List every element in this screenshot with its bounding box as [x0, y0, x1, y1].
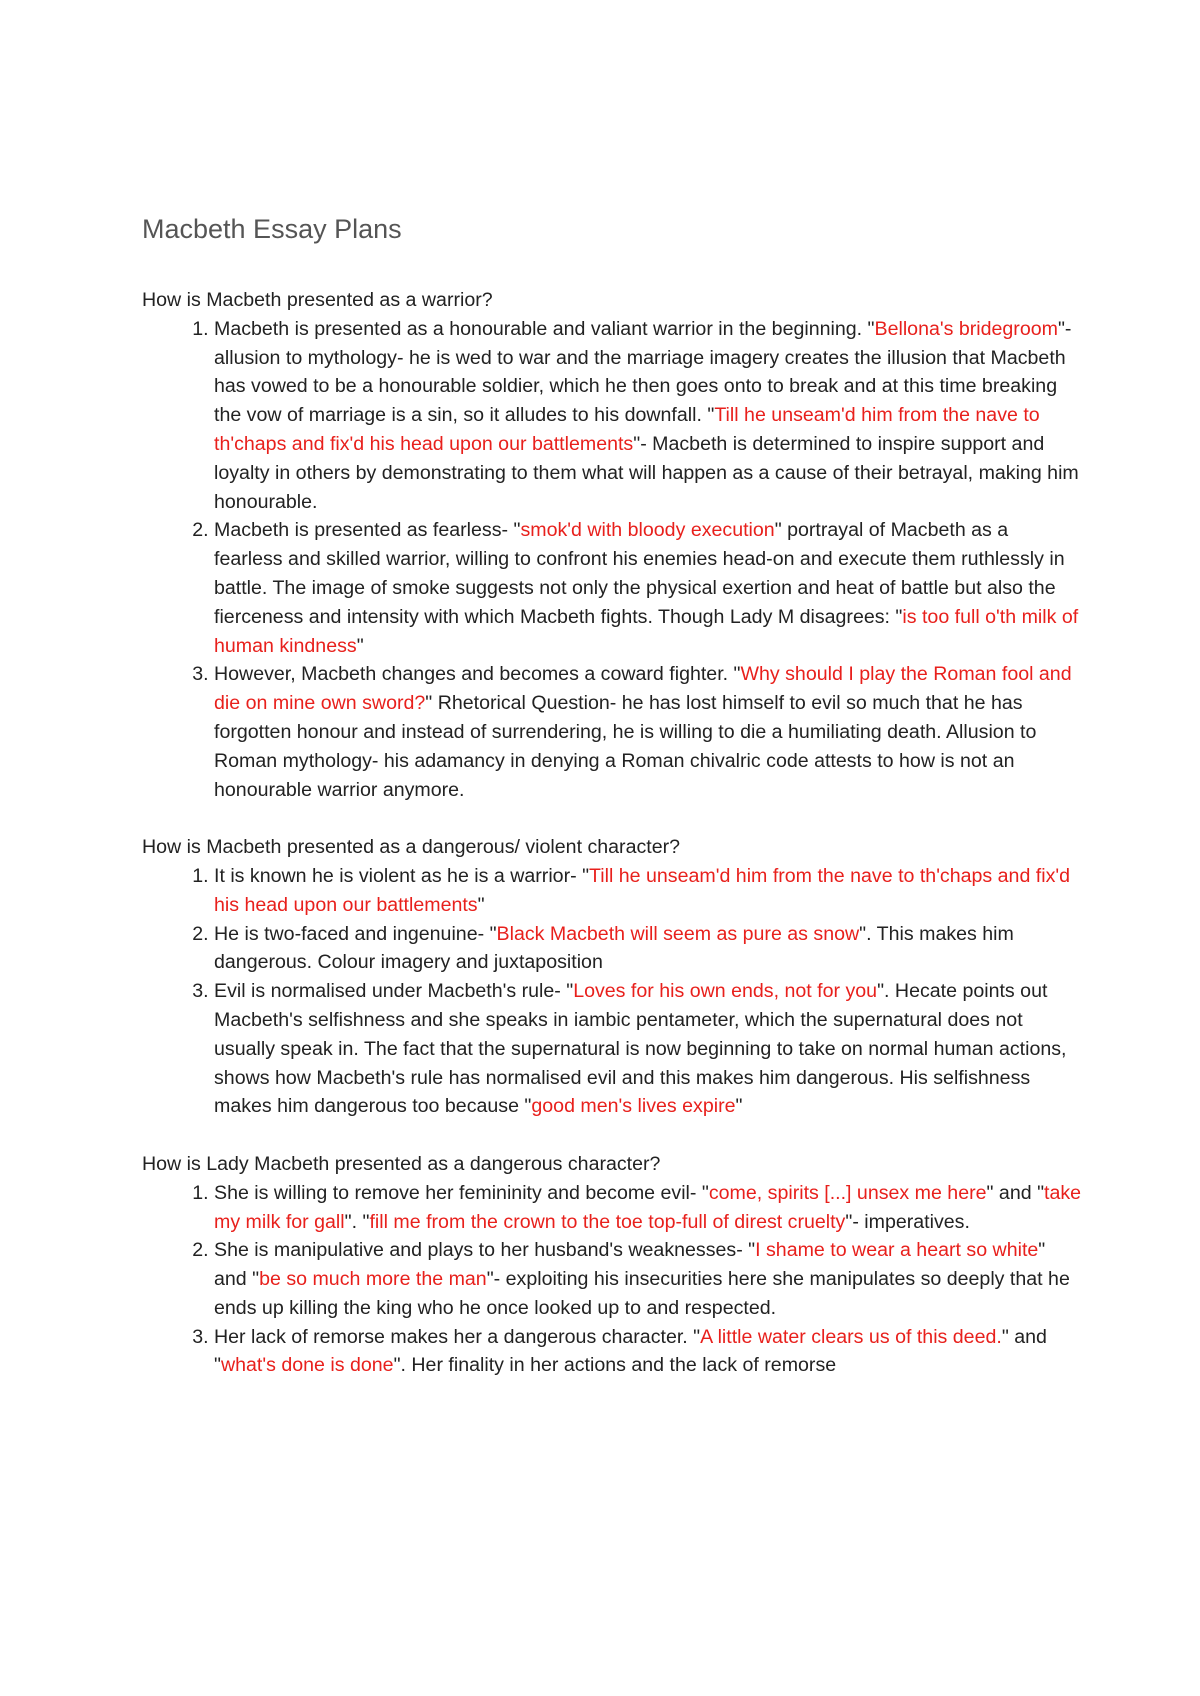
item-text: " [356, 634, 364, 657]
section-question: How is Macbeth presented as a dangerous/ violent character? [142, 836, 681, 859]
item-text: " and " [986, 1181, 1045, 1204]
essay-section [142, 1150, 1082, 1380]
item-text: ". " [344, 1210, 370, 1233]
essay-section [142, 833, 1082, 1121]
essay-section [142, 286, 1082, 804]
quotation: be so much more the man [259, 1268, 487, 1291]
list-item [214, 315, 1082, 517]
page-title: Macbeth Essay Plans [142, 214, 402, 244]
item-text: "- Macbeth is determined to inspire support and loyalty in others by demonstrating to them what will happen as a cause of their betrayal, making him honourable. [214, 432, 1079, 513]
point-list [142, 1179, 1082, 1381]
quotation: A little water clears us of this deed. [700, 1325, 1002, 1348]
quotation: good men's lives expire [531, 1095, 736, 1118]
list-item [214, 977, 1082, 1121]
list-item [214, 1179, 1082, 1237]
item-text: She is manipulative and plays to her husband's weaknesses- " [214, 1239, 756, 1262]
item-text: " [735, 1095, 743, 1118]
quotation: Black Macbeth will seem as pure as snow [496, 922, 860, 945]
item-text: "- exploiting his insecurities here she manipulates so deeply that he ends up killing the king who he once looked up to and respected. [214, 1268, 1070, 1319]
document-body [142, 286, 1082, 1409]
point-list [142, 862, 1082, 1121]
item-text: "- imperatives. [845, 1210, 970, 1233]
item-text: It is known he is violent as he is a warrior- " [214, 864, 590, 887]
list-item [214, 1323, 1082, 1381]
item-text: Macbeth is presented as fearless- " [214, 519, 521, 542]
quotation: is too full o'th milk of human kindness [214, 605, 1079, 657]
item-text: He is two-faced and ingenuine- " [214, 922, 497, 945]
quotation: smok'd with bloody execution [520, 519, 775, 542]
quotation: what's done is done [220, 1354, 394, 1377]
quotation: Why should I play the Roman fool and die on mine own sword? [214, 663, 1072, 715]
item-text: ". Her finality in her actions and the lack of remorse [393, 1354, 837, 1377]
quotation: fill me from the crown to the toe top-full of direst cruelty [369, 1210, 846, 1233]
item-text: However, Macbeth changes and becomes a coward fighter. " [214, 663, 741, 686]
quotation: come, spirits [...] unsex me here [708, 1181, 987, 1204]
item-text: " [477, 893, 485, 916]
list-item [214, 862, 1082, 920]
list-item [214, 920, 1082, 978]
item-text: "- allusion to mythology- he is wed to war and the marriage imagery creates the illusion that Macbeth has vowed to be a honourable soldier, which he then goes onto to break and at this time breaking the vow of marriage is a sin, so it alludes to his downfall. " [214, 317, 1072, 427]
list-item [214, 516, 1082, 660]
section-question: How is Macbeth presented as a warrior? [142, 289, 493, 311]
item-text: ". This makes him dangerous. Colour imagery and juxtaposition [214, 922, 1014, 974]
quotation: Loves for his own ends, not for you [573, 980, 878, 1003]
item-text: " Rhetorical Question- he has lost himself to evil so much that he has forgotten honour and instead of surrendering, he is willing to die a humiliating death. Allusion to Roman mythology- his adamancy in denying a Roman chivalric code attests to how is not an honourable warrior anymore. [214, 692, 1037, 801]
item-text: She is willing to remove her femininity and become evil- " [214, 1181, 709, 1204]
item-text: Macbeth is presented as a honourable and valiant warrior in the beginning. " [214, 317, 875, 340]
list-item [214, 1236, 1082, 1322]
quotation: take my milk for gall [214, 1181, 1082, 1233]
item-text: " and " [214, 1325, 1047, 1377]
item-text: Her lack of remorse makes her a dangerous character. " [214, 1325, 701, 1348]
quotation: Till he unseam'd him from the nave to th'chaps and fix'd his head upon our battlements [214, 864, 1071, 916]
quotation: Till he unseam'd him from the nave to th'chaps and fix'd his head upon our battlements [214, 404, 1040, 455]
item-text: " and " [214, 1239, 1046, 1291]
quotation: Bellona's bridegroom [874, 317, 1058, 340]
section-question: How is Lady Macbeth presented as a dangerous character? [142, 1152, 661, 1175]
point-list [142, 315, 1082, 805]
item-text: " portrayal of Macbeth as a fearless and skilled warrior, willing to confront his enemies head-on and execute them ruthlessly in battle. The image of smoke suggests not only the physical exertion and heat of battle but also the fierceness and intensity with which Macbeth fights. Though Lady M disagrees: " [214, 519, 1065, 628]
item-text: Evil is normalised under Macbeth's rule- " [214, 980, 574, 1003]
quotation: I shame to wear a heart so white [755, 1239, 1039, 1262]
item-text: ". Hecate points out Macbeth's selfishness and she speaks in iambic pentameter, which the supernatural does not usually speak in. The fact that the supernatural is now beginning to take on normal human actions, shows how Macbeth's rule has normalised evil and this makes him dangerous. His selfishness makes him dangerous too because " [214, 980, 1067, 1118]
list-item [214, 660, 1082, 804]
